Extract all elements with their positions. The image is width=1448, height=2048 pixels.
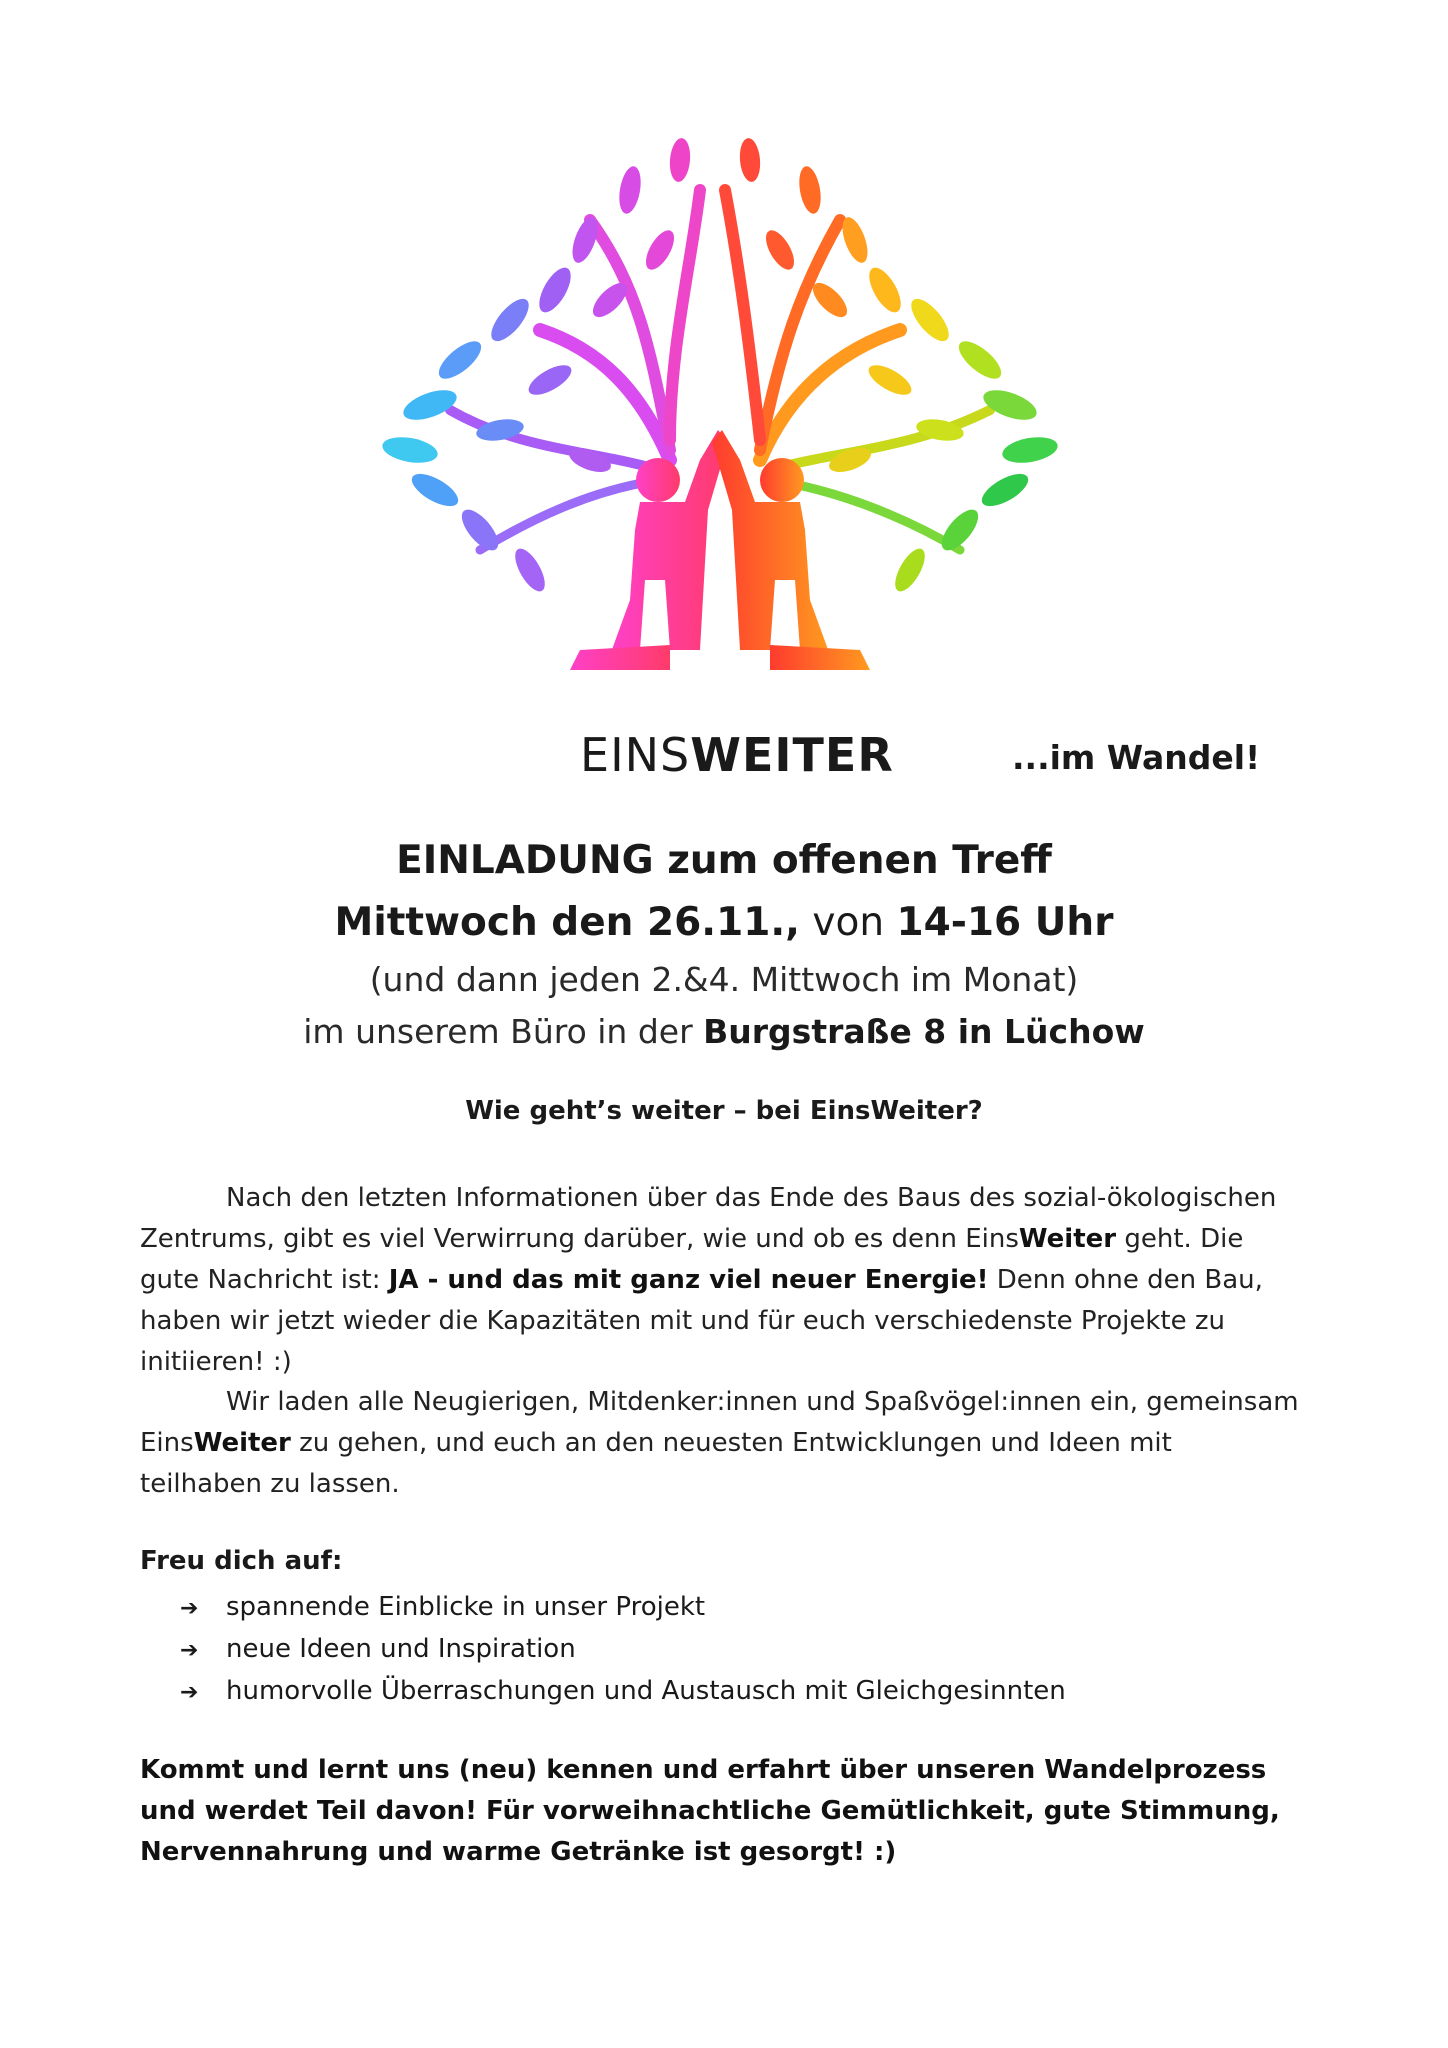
list-item [180, 1671, 1066, 1713]
heading-location [0, 1006, 1448, 1058]
list-item [180, 1629, 1066, 1671]
p1-text-a: Nach den letzten Informationen über das Ende des Baus des sozial-ökologischen Zentrums, gibt es viel Verwirrung darüber, wie und ob es denn Eins [140, 1183, 1277, 1254]
heading-date-time: 14-16 Uhr [896, 900, 1114, 945]
invitation-heading [0, 830, 1448, 1058]
heading-date [0, 892, 1448, 954]
paragraph-invite [140, 1382, 1300, 1505]
p1-text-e: Denn ohne den Bau, haben wir jetzt wieder die Kapazitäten mit und für euch verschiedenste Projekte zu initiieren! :) [140, 1265, 1263, 1377]
list-item-text: spannende Einblicke in unser Projekt [226, 1592, 706, 1622]
closing-paragraph: Kommt und lernt uns (neu) kennen und erfahrt über unseren Wandelprozess und werdet Teil davon! Für vorweihnachtliche Gemütlichkeit, gute Stimmung, Nervennahrung und warme Getränke ist gesorgt! :) [140, 1755, 1280, 1867]
arrow-right-icon: ➔ [180, 1680, 199, 1705]
heading-location-address: Burgstraße 8 in Lüchow [703, 1012, 1145, 1051]
p1-text-c: geht. Die gute Nachricht ist: [140, 1224, 1244, 1295]
section-subheading: Wie geht’s weiter – bei EinsWeiter? [465, 1096, 983, 1126]
heading-recurrence: (und dann jeden 2.&4. Mittwoch im Monat) [369, 960, 1079, 999]
list-item-text: humorvolle Überraschungen und Austausch mit Gleichgesinnten [226, 1676, 1066, 1706]
paragraph-news [140, 1178, 1300, 1383]
brand-wordmark [580, 728, 894, 782]
list-item [180, 1587, 1066, 1629]
arrow-right-icon: ➔ [180, 1596, 199, 1621]
heading-location-prefix: im unserem Büro in der [303, 1012, 704, 1051]
heading-date-von: von [800, 900, 897, 945]
p1-text-ja: JA - und das mit ganz viel neuer Energie! [388, 1265, 989, 1295]
einsweiter-tree-logo [340, 130, 1100, 730]
heading-date-day: Mittwoch den 26.11., [334, 900, 800, 945]
freu-list [180, 1587, 1066, 1713]
list-item-text: neue Ideen und Inspiration [226, 1634, 576, 1664]
p2-text-a: Wir laden alle Neugierigen, Mitdenker:innen und Spaßvögel:innen ein, gemeinsam Eins [140, 1387, 1299, 1458]
brand-weiter: WEITER [690, 728, 894, 782]
arrow-right-icon: ➔ [180, 1638, 199, 1663]
brand-eins: EINS [580, 728, 691, 782]
p2-text-c: zu gehen, und euch an den neuesten Entwicklungen und Ideen mit teilhaben zu lassen. [140, 1428, 1172, 1499]
freu-title: Freu dich auf: [140, 1546, 343, 1576]
p2-text-weiter: Weiter [193, 1428, 291, 1458]
brand-tagline: ...im Wandel! [1012, 738, 1261, 777]
p1-text-weiter: Weiter [1018, 1224, 1117, 1254]
heading-title: EINLADUNG zum offenen Treff [396, 838, 1052, 883]
